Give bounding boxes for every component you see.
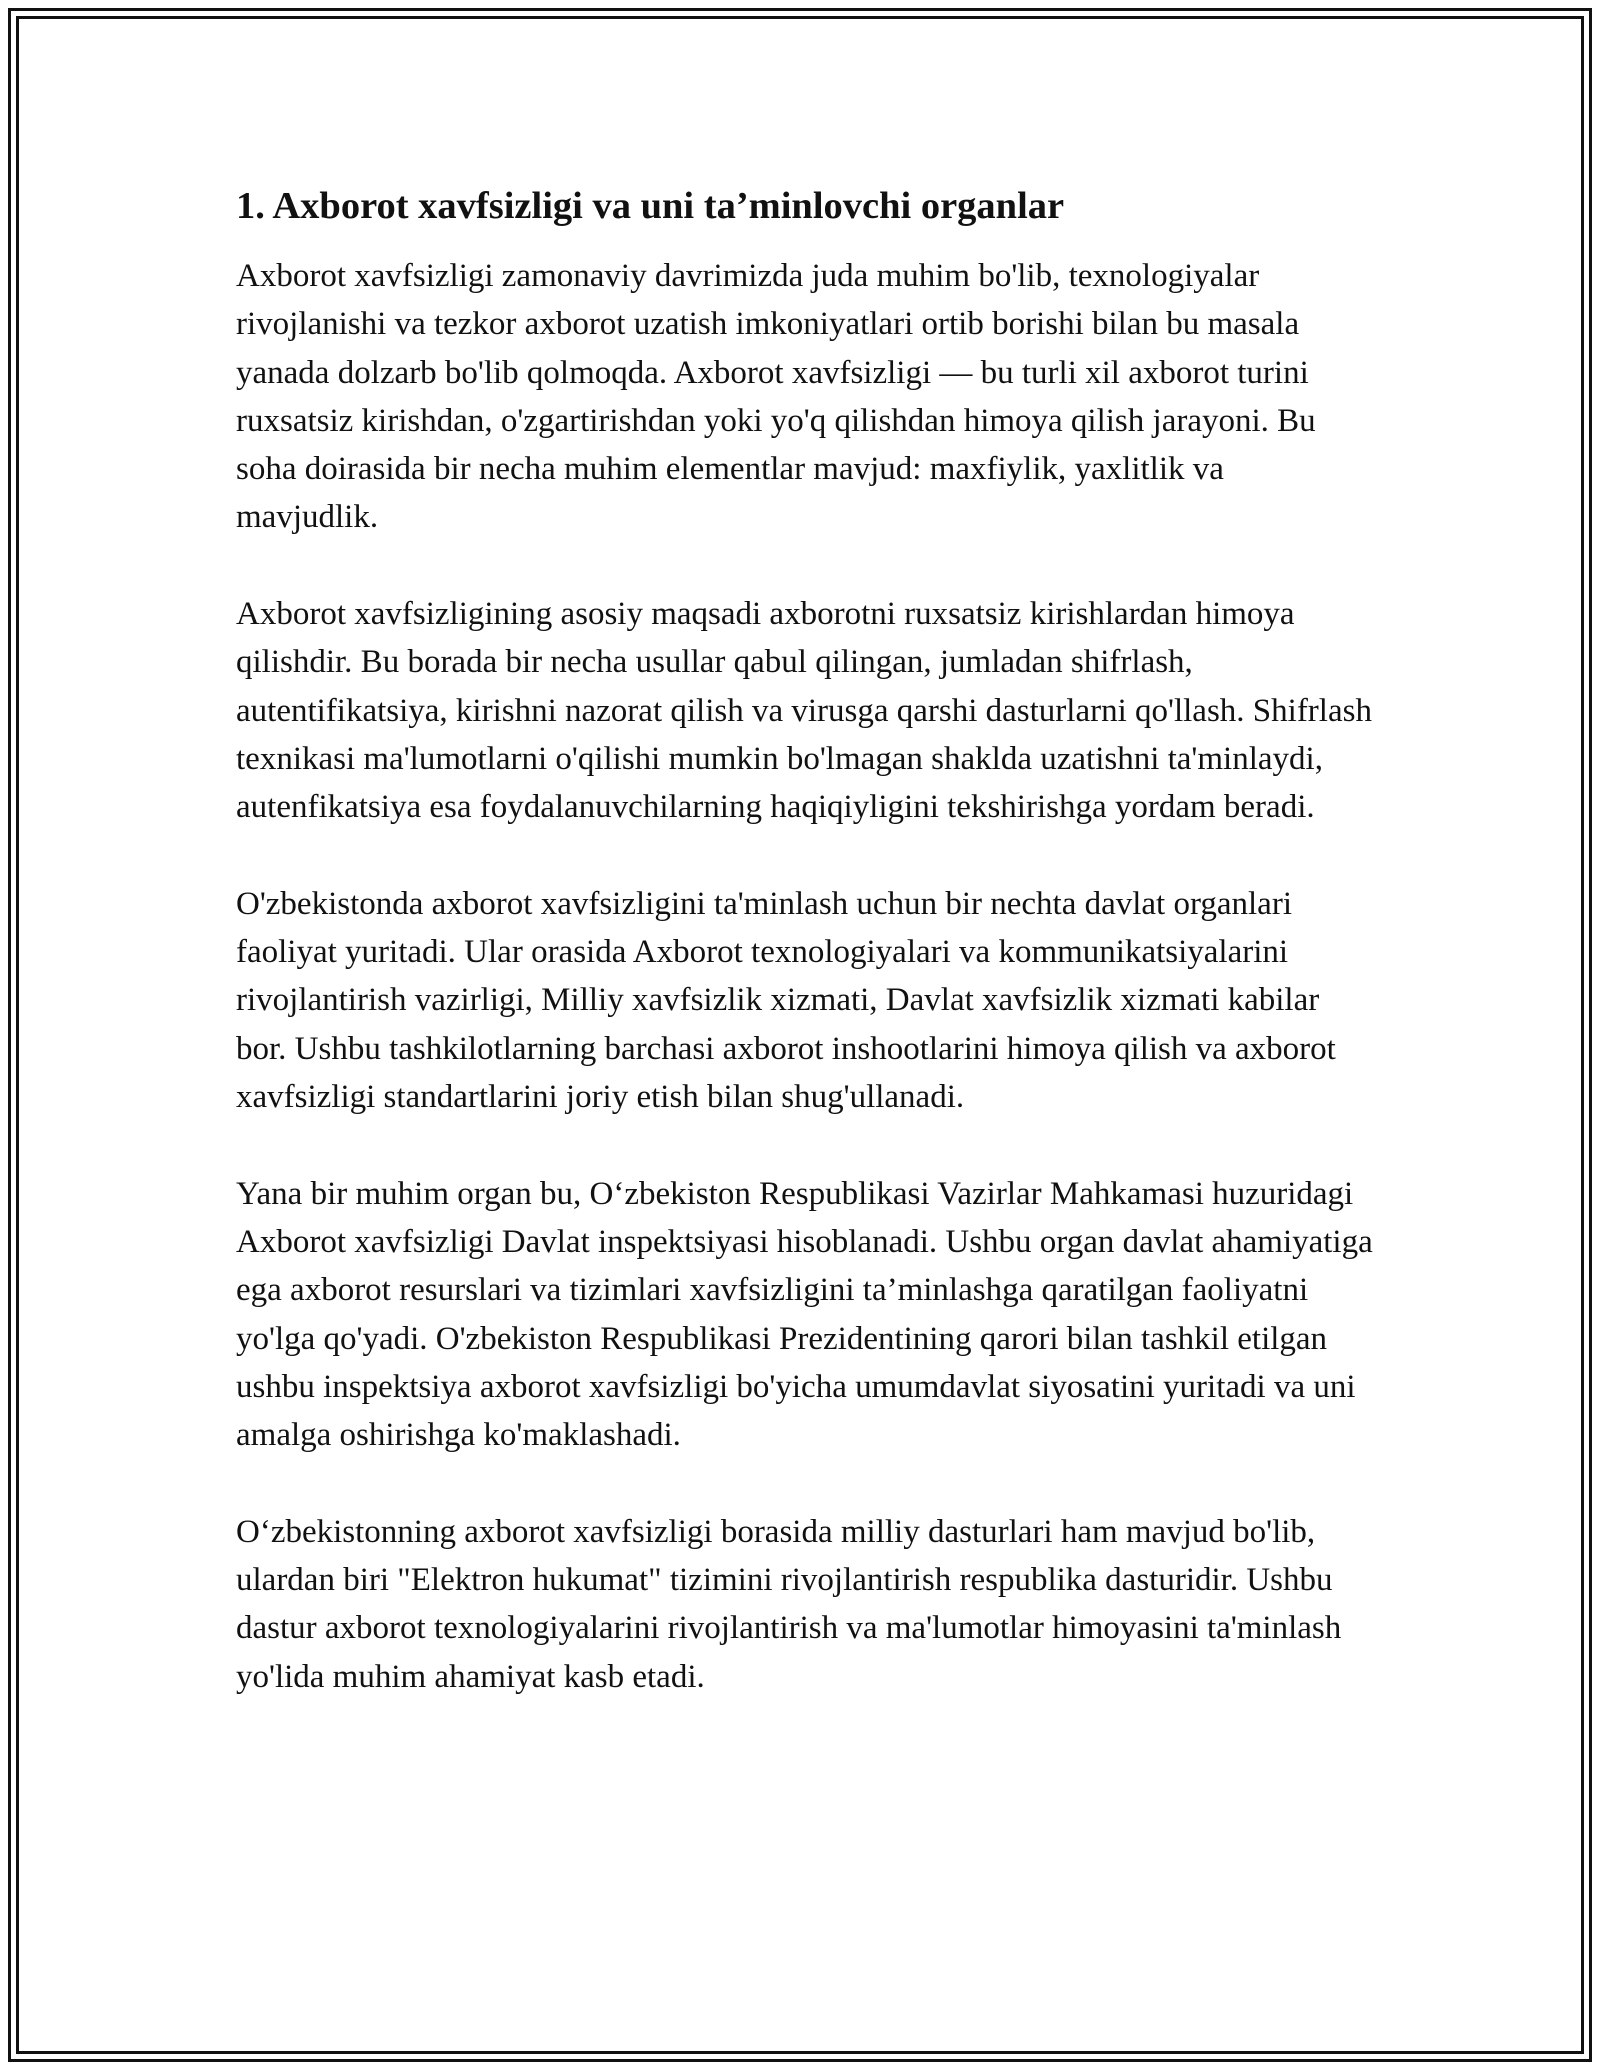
- paragraph-3: O'zbekistonda axborot xavfsizligini ta'minlash uchun bir nechta davlat organlari faoliyat yuritadi. Ular orasida Axborot texnologiyalari va kommunikatsiyalarini rivojlantirish vazirligi, Milliy xavfsizlik xizmati, Davlat xavfsizlik xizmati kabilar bor. Ushbu tashkilotlarning barchasi axborot inshootlarini himoya qilish va axborot xavfsizligi standartlarini joriy etish bilan shug'ullanadi.: [236, 885, 1336, 1116]
- paragraph-2: Axborot xavfsizligining asosiy maqsadi axborotni ruxsatsiz kirishlardan himoya qilishdir. Bu borada bir necha usullar qabul qilingan, jumladan shifrlash, autentifikatsiya, kirishni nazorat qilish va virusga qarshi dasturlarni qo'llash. Shifrlash texnikasi ma'lumotlarni o'qilishi mumkin bo'lmagan shaklda uzatishni ta'minlaydi, autenfikatsiya esa foydalanuvchilarning haqiqiyligini tekshirishga yordam beradi.: [236, 596, 1372, 826]
- paragraph-4: Yana bir muhim organ bu, O‘zbekiston Respublikasi Vazirlar Mahkamasi huzuridagi Axborot xavfsizligi Davlat inspektsiyasi hisoblanadi. Ushbu organ davlat ahamiyatiga ega axborot resurslari va tizimlari xavfsizligini ta’minlashga qaratilgan faoliyatni yo'lga qo'yadi. O'zbekiston Respublikasi Prezidentining qarori bilan tashkil etilgan ushbu inspektsiya axborot xavfsizligi bo'yicha umumdavlat siyosatini yuritadi va uni amalga oshirishga ko'maklashadi.: [236, 1175, 1373, 1454]
- paragraph-5: O‘zbekistonning axborot xavfsizligi borasida milliy dasturlari ham mavjud bo'lib, ulardan biri "Elektron hukumat" tizimini rivojlantirish respublika dasturidir. Ushbu dastur axborot texnologiyalarini rivojlantirish va ma'lumotlar himoyasini ta'minlash yo'lida muhim ahamiyat kasb etadi.: [236, 1513, 1342, 1695]
- document-title: 1. Axborot xavfsizligi va uni ta’minlovchi organlar: [236, 185, 1065, 227]
- document-body: [236, 182, 1374, 1749]
- paragraph-1: Axborot xavfsizligi zamonaviy davrimizda juda muhim bo'lib, texnologiyalar rivojlanishi va tezkor axborot uzatish imkoniyatlari ortib borishi bilan bu masala yanada dolzarb bo'lib qolmoqda. Axborot xavfsizligi — bu turli xil axborot turini ruxsatsiz kirishdan, o'zgartirishdan yoki yo'q qilishdan himoya qilish jarayoni. Bu soha doirasida bir necha muhim elementlar mavjud: maxfiylik, yaxlitlik va mavjudlik.: [236, 258, 1316, 536]
